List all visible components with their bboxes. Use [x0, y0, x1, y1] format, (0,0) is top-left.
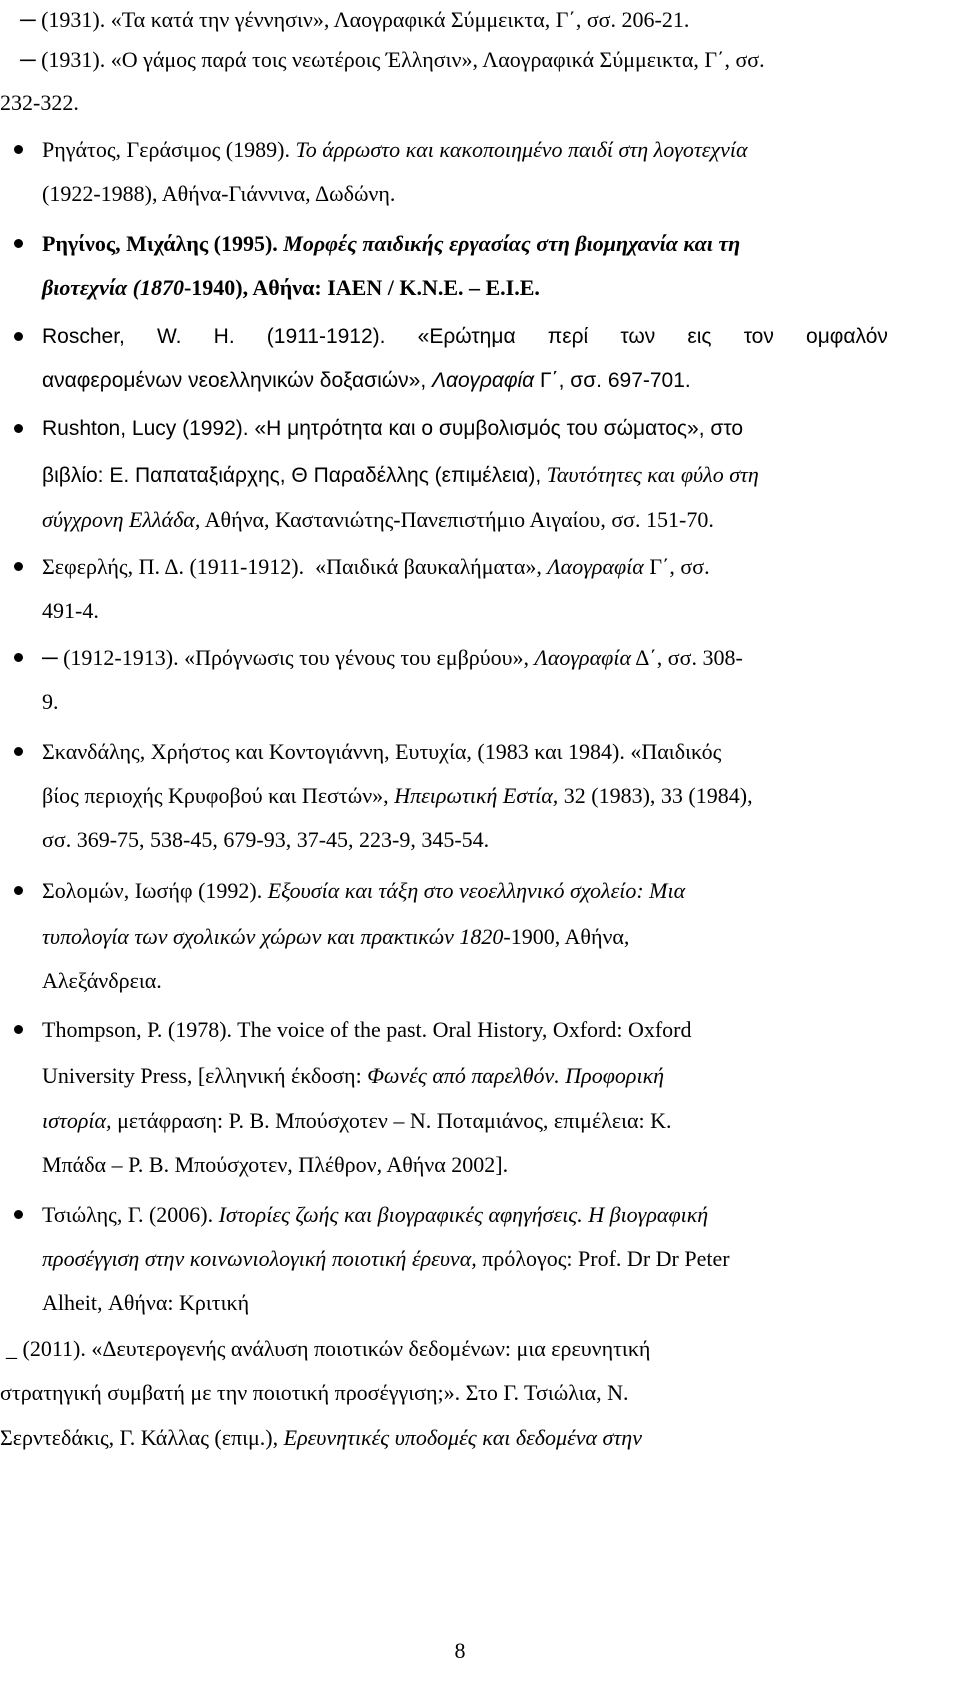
reference-author: Ρηγάτος, Γεράσιμος (1989). — [42, 137, 290, 162]
bullet-icon — [14, 747, 23, 756]
reference-line — [42, 1010, 892, 1050]
reference-title: ιστορία, — [42, 1108, 112, 1133]
bullet-icon — [14, 424, 23, 433]
bullet-icon — [14, 239, 23, 248]
reference-line — [42, 409, 892, 449]
reference-line — [42, 1101, 892, 1141]
reference-text: Αθήνα, Καστανιώτης-Πανεπιστήμιο Αιγαίου, σσ. 151-70. — [204, 507, 714, 532]
reference-title: Ερευνητικές υποδομές και δεδομένα στην — [283, 1425, 642, 1450]
reference-line — [42, 268, 892, 308]
reference-title: τυπολογία των σχολικών χώρων και πρακτικών 1820 — [42, 924, 504, 949]
reference-text: Σερντεδάκις, Γ. Κάλλας (επιμ.), — [0, 1425, 279, 1450]
reference-text: 32 (1983), 33 (1984), — [563, 783, 753, 808]
reference-text: σσ. 369-75, 538-45, 679-93, 37-45, 223-9, 345-54. — [42, 827, 490, 852]
reference-text: 9. — [42, 689, 59, 714]
reference-title: βιοτεχνία (1870 — [42, 275, 184, 300]
bullet-icon — [14, 562, 23, 571]
reference-author: Τσιώλης, Γ. (2006). — [42, 1202, 214, 1227]
reference-line — [42, 871, 892, 911]
reference-text: Δ΄, σσ. 308- — [635, 645, 743, 670]
reference-word: Roscher, — [42, 325, 125, 348]
reference-title: Ιστορίες ζωής και βιογραφικές αφηγήσεις. Η βιογραφική — [218, 1202, 709, 1227]
reference-line — [42, 591, 892, 631]
reference-line — [42, 130, 892, 170]
reference-text: αναφερομένων νεοελληνικών δοξασιών», — [42, 369, 427, 392]
reference-author: Σεφερλής, Π. Δ. (1911-1912). — [42, 554, 305, 579]
reference-text: «Παιδικά βαυκαλήματα», — [315, 554, 542, 579]
reference-text: Thompson, P. (1978). The voice of the past. Oral History, Oxford: Oxford — [42, 1017, 692, 1042]
reference-word: εις — [687, 325, 712, 348]
reference-word: H. — [213, 325, 235, 348]
reference-text: -1900, Αθήνα, — [503, 924, 630, 949]
bullet-icon — [14, 1025, 23, 1034]
reference-journal: Λαογραφία — [432, 369, 535, 392]
reference-title: Ταυτότητες και φύλο στη — [546, 462, 759, 487]
reference-text: πρόλογος: Prof. Dr Dr Peter — [482, 1246, 730, 1271]
reference-line — [42, 682, 892, 722]
reference-line — [42, 1283, 892, 1323]
reference-text: Γ΄, σσ. — [649, 554, 710, 579]
reference-text: ─ (1912-1913). «Πρόγνωσις του γένους του εμβρύου», — [42, 645, 530, 670]
reference-text: _ (2011). «Δευτερογενής ανάλυση ποιοτικών δεδομένων: μια ερευνητική — [6, 1336, 651, 1361]
reference-line — [42, 1195, 892, 1235]
bullet-icon — [14, 332, 23, 341]
reference-journal: Λαογραφία — [534, 645, 631, 670]
reference-title: Μορφές παιδικής εργασίας στη βιομηχανία και τη — [283, 231, 741, 256]
reference-journal: Λαογραφία — [547, 554, 644, 579]
reference-line — [42, 638, 892, 678]
reference-word: (1911-1912). — [266, 325, 386, 348]
reference-line — [42, 820, 892, 860]
reference-line — [42, 361, 892, 401]
reference-title: Φωνές από παρελθόν. Προφορική — [367, 1063, 665, 1088]
reference-text: Μπάδα – Ρ. Β. Μπούσχοτεν, Πλέθρον, Αθήνα 2002]. — [42, 1152, 509, 1177]
reference-line — [42, 1145, 892, 1185]
reference-line — [20, 0, 920, 40]
reference-text: ─ (1931). «Τα κατά την γέννησιν», Λαογραφικά Σύμμεικτα, Γ΄, σσ. 206-21. — [20, 7, 690, 32]
reference-text: University Press, [ελληνική έκδοση: — [42, 1063, 362, 1088]
reference-line — [6, 1329, 886, 1369]
reference-line — [42, 961, 892, 1001]
bullet-icon — [14, 653, 23, 662]
reference-word: «Ερώτημα — [417, 325, 516, 348]
reference-text: ─ (1931). «Ο γάμος παρά τοις νεωτέροις Έλλησιν», Λαογραφικά Σύμμεικτα, Γ΄, σσ. — [20, 47, 765, 72]
reference-line — [42, 224, 892, 264]
reference-word: των — [620, 325, 656, 348]
reference-word: W. — [157, 325, 182, 348]
reference-line — [42, 732, 892, 772]
reference-title: Εξουσία και τάξη στο νεοελληνικό σχολείο: Μια — [267, 878, 686, 903]
reference-line — [0, 1418, 886, 1458]
reference-line — [42, 1239, 892, 1279]
reference-text: Rushton, Lucy (1992). «Η μητρότητα και ο συμβολισμός του σώματος», στο — [42, 417, 744, 440]
reference-line — [42, 1056, 892, 1096]
page-number: 8 — [454, 1638, 466, 1663]
reference-line — [20, 40, 920, 80]
reference-line — [42, 547, 892, 587]
reference-title: σύγχρονη Ελλάδα, — [42, 507, 201, 532]
bullet-icon — [14, 145, 23, 154]
reference-text: (1922-1988), Αθήνα-Γιάννινα, Δωδώνη. — [42, 181, 396, 206]
bullet-icon — [14, 1210, 23, 1219]
bullet-icon — [14, 886, 23, 895]
reference-line — [42, 317, 888, 357]
reference-text: 232-322. — [0, 90, 79, 115]
reference-text: 491-4. — [42, 598, 99, 623]
reference-line — [0, 1373, 886, 1413]
reference-text: στρατηγική συμβατή με την ποιοτική προσέγγιση;». Στο Γ. Τσιώλια, Ν. — [0, 1380, 629, 1405]
reference-text: Γ΄, σσ. 697-701. — [540, 369, 691, 392]
reference-author: Ρηγίνος, Μιχάλης (1995). — [42, 231, 278, 256]
reference-line — [42, 500, 892, 540]
reference-text: Alheit, Αθήνα: Κριτική — [42, 1290, 250, 1315]
reference-title: προσέγγιση στην κοινωνιολογική ποιοτική έρευνα, — [42, 1246, 477, 1271]
reference-word: περί — [547, 325, 589, 348]
reference-journal: Ηπειρωτική Εστία, — [394, 783, 559, 808]
reference-text: -1940), Αθήνα: ΙΑΕΝ / Κ.Ν.Ε. – Ε.Ι.Ε. — [183, 275, 540, 300]
reference-line — [42, 174, 892, 214]
reference-text: μετάφραση: Ρ. Β. Μπούσχοτεν – Ν. Ποταμιάνος, επιμέλεια: Κ. — [117, 1108, 672, 1133]
reference-line — [0, 83, 900, 123]
reference-line — [42, 455, 892, 495]
reference-title: Το άρρωστο και κακοποιημένο παιδί στη λογοτεχνία — [295, 137, 748, 162]
reference-text: βιβλίο: Ε. Παπαταξιάρχης, Θ Παραδέλλης (επιμέλεια), — [42, 464, 542, 487]
reference-line — [42, 776, 892, 816]
reference-word: ομφαλόν — [806, 325, 888, 348]
reference-text: Σκανδάλης, Χρήστος και Κοντογιάννη, Ευτυχία, (1983 και 1984). «Παιδικός — [42, 739, 722, 764]
reference-text: βίος περιοχής Κρυφοβού και Πεστών», — [42, 783, 389, 808]
reference-line — [42, 917, 892, 957]
reference-text: Αλεξάνδρεια. — [42, 968, 162, 993]
reference-author: Σολομών, Ιωσήφ (1992). — [42, 878, 263, 903]
reference-word: τον — [743, 325, 774, 348]
